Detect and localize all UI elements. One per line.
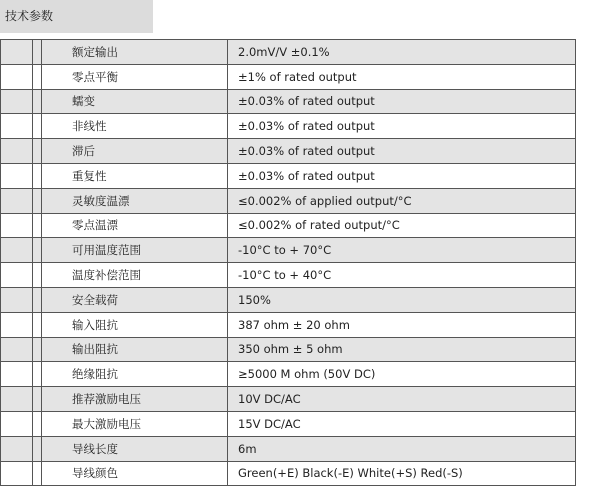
row-marker-cell [1,312,33,337]
param-value-cell: ±1% of rated output [228,64,576,89]
table-row [1,263,576,288]
table-row [1,312,576,337]
table-row [1,64,576,89]
row-spacer-cell [33,40,42,65]
table-row [1,287,576,312]
param-value-cell: 150% [228,287,576,312]
row-spacer-cell [33,64,42,89]
row-marker-cell [1,114,33,139]
row-spacer-cell [33,114,42,139]
row-marker-cell [1,40,33,65]
row-spacer-cell [33,263,42,288]
row-marker-cell [1,362,33,387]
param-name-cell: 最大激励电压 [42,411,228,436]
param-name-cell: 蠕变 [42,89,228,114]
row-spacer-cell [33,436,42,461]
row-marker-cell [1,461,33,486]
row-marker-cell [1,238,33,263]
row-spacer-cell [33,461,42,486]
row-marker-cell [1,188,33,213]
row-spacer-cell [33,337,42,362]
table-row [1,139,576,164]
param-name-cell: 非线性 [42,114,228,139]
table-row [1,213,576,238]
table-row [1,114,576,139]
row-spacer-cell [33,238,42,263]
param-name-cell: 额定输出 [42,40,228,65]
param-value-cell: Green(+E) Black(-E) White(+S) Red(-S) [228,461,576,486]
table-row [1,337,576,362]
param-name-cell: 导线长度 [42,436,228,461]
param-name-cell: 灵敏度温漂 [42,188,228,213]
table-row [1,387,576,412]
specs-table [0,39,576,486]
param-value-cell: ≥5000 M ohm (50V DC) [228,362,576,387]
param-name-cell: 输入阻抗 [42,312,228,337]
row-spacer-cell [33,139,42,164]
table-row [1,89,576,114]
param-value-cell: ±0.03% of rated output [228,114,576,139]
table-row [1,163,576,188]
param-value-cell: ±0.03% of rated output [228,163,576,188]
param-name-cell: 可用温度范围 [42,238,228,263]
table-row [1,188,576,213]
param-name-cell: 推荐激励电压 [42,387,228,412]
param-value-cell: 10V DC/AC [228,387,576,412]
row-spacer-cell [33,163,42,188]
param-name-cell: 输出阻抗 [42,337,228,362]
row-marker-cell [1,163,33,188]
param-value-cell: 6m [228,436,576,461]
param-name-cell: 滞后 [42,139,228,164]
table-row [1,238,576,263]
row-marker-cell [1,89,33,114]
param-name-cell: 零点温漂 [42,213,228,238]
row-marker-cell [1,213,33,238]
row-marker-cell [1,287,33,312]
row-marker-cell [1,64,33,89]
row-marker-cell [1,263,33,288]
param-name-cell: 绝缘阻抗 [42,362,228,387]
row-marker-cell [1,387,33,412]
row-spacer-cell [33,387,42,412]
param-value-cell: 2.0mV/V ±0.1% [228,40,576,65]
param-value-cell: ±0.03% of rated output [228,89,576,114]
row-spacer-cell [33,362,42,387]
param-name-cell: 温度补偿范围 [42,263,228,288]
table-row [1,436,576,461]
row-spacer-cell [33,411,42,436]
row-spacer-cell [33,287,42,312]
param-value-cell: ±0.03% of rated output [228,139,576,164]
param-name-cell: 零点平衡 [42,64,228,89]
row-marker-cell [1,337,33,362]
table-row [1,40,576,65]
table-row [1,362,576,387]
row-marker-cell [1,411,33,436]
row-spacer-cell [33,312,42,337]
row-spacer-cell [33,89,42,114]
param-name-cell: 安全载荷 [42,287,228,312]
row-spacer-cell [33,213,42,238]
param-value-cell: ≤0.002% of applied output/°C [228,188,576,213]
section-tab-specs[interactable]: 技术参数 [0,0,153,33]
param-name-cell: 重复性 [42,163,228,188]
row-marker-cell [1,139,33,164]
param-value-cell: -10°C to + 70°C [228,238,576,263]
param-name-cell: 导线颜色 [42,461,228,486]
param-value-cell: 350 ohm ± 5 ohm [228,337,576,362]
table-row [1,461,576,486]
param-value-cell: 387 ohm ± 20 ohm [228,312,576,337]
param-value-cell: -10°C to + 40°C [228,263,576,288]
row-marker-cell [1,436,33,461]
table-row [1,411,576,436]
row-spacer-cell [33,188,42,213]
param-value-cell: 15V DC/AC [228,411,576,436]
param-value-cell: ≤0.002% of rated output/°C [228,213,576,238]
